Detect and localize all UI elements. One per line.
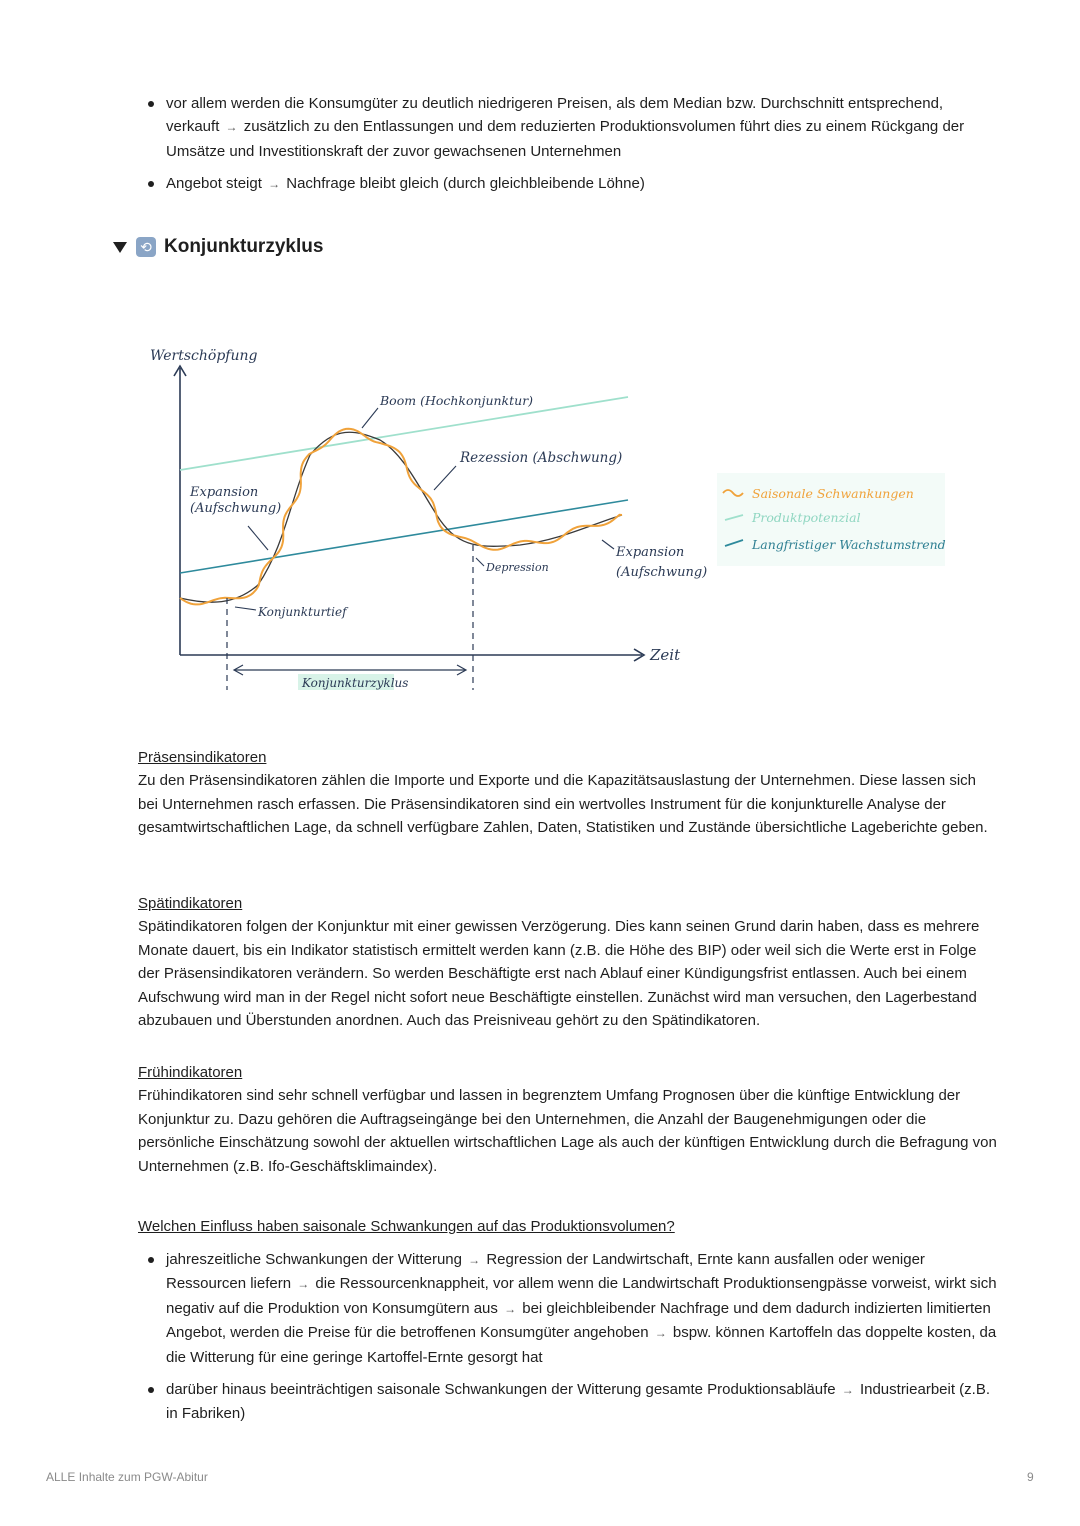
- label-konjunkturzyklus: Konjunkturzyklus: [302, 676, 409, 690]
- section-body: Frühindikatoren sind sehr schnell verfügbar und lassen in begrenztem Umfang Prognosen über die künftige Entwicklung der Konjunktur zu. Dazu gehören die Auftragseingänge bei den Unternehmen, die Anzahl der Baugenehmigungen oder die persönliche Einschätzung sowohl der aktuellen wirtschaftlichen Lage als auch der künftigen Entwicklung durch die Befragung von Unternehmen (z.B. Ifo-Geschäftsklimaindex).: [138, 1087, 997, 1175]
- diagram-legend: [717, 473, 946, 566]
- arrow-icon: →: [297, 1277, 310, 1292]
- page-number: 9: [1027, 1470, 1034, 1484]
- pointer-expansion-right: [602, 540, 614, 549]
- list-item: vor allem werden die Konsumgüter zu deutlich niedrigeren Preisen, als dem Median bzw. Durchschnitt entsprechend, verkauft → zusätzlich zu den Entlassungen und dem reduzierten Produktionsvolumen führt dies zu einem Rückgang der Umsätze und Investitionskraft der zuvor gewachsenen Unternehmen: [140, 92, 1000, 163]
- section-title: Präsensindikatoren: [138, 749, 267, 766]
- label-aufschwung-right: (Aufschwung): [616, 565, 708, 580]
- arrow-icon: →: [654, 1326, 667, 1341]
- section-spaetindikatoren: [138, 892, 998, 1032]
- pointer-expansion-left: [248, 526, 268, 550]
- section-fruehindikatoren: [138, 1061, 998, 1178]
- y-axis-label: Wertschöpfung: [150, 348, 258, 364]
- question-title: Welchen Einfluss haben saisonale Schwankungen auf das Produktionsvolumen?: [138, 1218, 675, 1235]
- sync-icon: ⟲: [136, 237, 156, 257]
- legend-label-wachstumstrend: Langfristiger Wachstumstrend: [752, 537, 946, 552]
- konjunkturzyklus-diagram: [140, 330, 960, 700]
- section-praesensindikatoren: [138, 746, 998, 840]
- arrow-icon: →: [841, 1383, 854, 1398]
- label-boom: Boom (Hochkonjunktur): [380, 393, 534, 408]
- label-rezession: Rezession (Abschwung): [460, 450, 623, 466]
- pointer-konjunkturtief: [235, 607, 256, 610]
- pointer-depression: [476, 558, 484, 566]
- x-axis-label: Zeit: [650, 646, 681, 664]
- list-item: Angebot steigt → Nachfrage bleibt gleich (durch gleichbleibende Löhne): [140, 172, 1000, 196]
- question-bullet-list: [140, 1248, 1000, 1435]
- section-title: Frühindikatoren: [138, 1064, 243, 1081]
- section-title: Spätindikatoren: [138, 895, 243, 912]
- legend-label-produktpotenzial: Produktpotenzial: [752, 510, 861, 525]
- arrow-icon: →: [225, 120, 238, 135]
- pointer-rezession: [434, 466, 456, 490]
- pointer-boom: [362, 408, 378, 428]
- label-depression: Depression: [486, 561, 549, 574]
- legend-label-saisonal: Saisonale Schwankungen: [752, 486, 914, 501]
- section-body: Spätindikatoren folgen der Konjunktur mit einer gewissen Verzögerung. Dies kann seinen Grund darin haben, dass es mehrere Monate dauert, bis ein Indikator statistisch ermittelt werden kann (z.B. die Höhe des BIP) oder weil sich die Werte erst in Folge der Präsensindikatoren verändern. So werden Beschäftigte erst nach Ablauf einer Kündigungsfrist entlassen. Auch bei einem Aufschwung wird man in der Regel nicht sofort neue Beschäftigte einstellen. Zunächst wird man versuchen, den Lagerbestand abzubauen und Überstunden anordnen. Auch das Preisniveau gehört zu den Spätindikatoren.: [138, 918, 980, 1030]
- top-bullet-list: [140, 92, 1000, 206]
- list-item: jahreszeitliche Schwankungen der Witterung → Regression der Landwirtschaft, Ernte kann ausfallen oder weniger Ressourcen liefern → die Ressourcenknappheit, vor allem wenn die Landwirtschaft Produktionsengpässe vorweist, wirkt sich negativ auf die Produktion von Konsumgütern aus → bei gleichbleibender Nachfrage und dem dadurch indizierten limitierten Angebot, werden die Preise für die betroffenen Konsumgüter angehoben → bspw. können Kartoffeln das doppelte kosten, da die Witterung für eine geringe Kartoffel-Ernte gesorgt hat: [140, 1248, 1000, 1369]
- label-expansion-left: Expansion: [190, 485, 259, 500]
- arrow-icon: →: [268, 177, 281, 192]
- toggle-triangle-icon[interactable]: [113, 242, 127, 253]
- arrow-icon: →: [468, 1253, 481, 1267]
- label-expansion-right: Expansion: [616, 545, 685, 560]
- arrow-icon: →: [504, 1301, 517, 1316]
- footer-title: ALLE Inhalte zum PGW-Abitur: [46, 1470, 208, 1484]
- toggle-title: Konjunkturzyklus: [164, 236, 324, 257]
- label-aufschwung-left: (Aufschwung): [190, 501, 282, 516]
- section-body: Zu den Präsensindikatoren zählen die Importe und Exporte und die Kapazitätsauslastung der Unternehmen. Diese lassen sich bei Unternehmen rasch erfassen. Die Präsensindikatoren sind ein wertvolles Instrument für die konjunkturelle Analyse der gesamtwirtschaftlichen Lage, da schnell verfügbare Zahlen, Daten, Statistiken und Zustände übersichtliche Lageberichte geben.: [138, 772, 988, 837]
- list-item: darüber hinaus beeinträchtigen saisonale Schwankungen der Witterung gesamte Produktionsabläufe → Industriearbeit (z.B. in Fabriken): [140, 1378, 1000, 1426]
- section-question: [138, 1215, 998, 1238]
- label-konjunkturtief: Konjunkturtief: [258, 605, 347, 619]
- toggle-heading-konjunkturzyklus[interactable]: [113, 234, 323, 260]
